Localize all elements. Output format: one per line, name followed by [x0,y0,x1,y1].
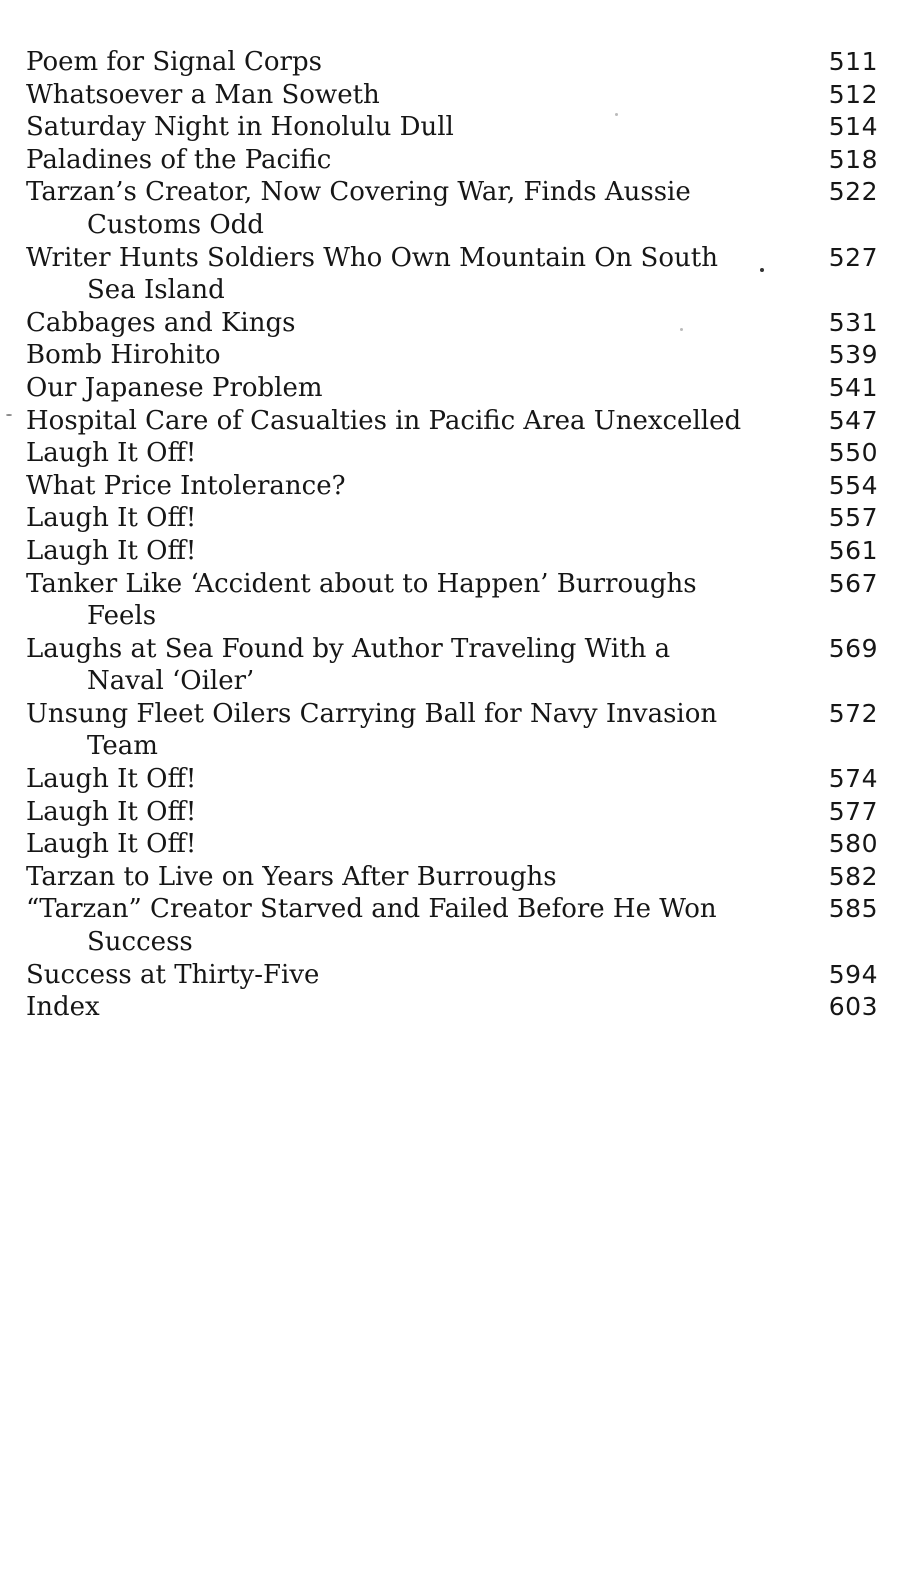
entry-title: Whatsoever a Man Soweth [26,79,380,110]
entry-title: Laugh It Off! [26,764,197,795]
entry-page-number: 594 [828,959,878,989]
entry-page-number: 557 [828,503,878,533]
toc-entry[interactable] [26,437,878,470]
entry-title: “Tarzan” Creator Starved and Failed Before He Won Success [26,893,786,958]
entry-title: Writer Hunts Soldiers Who Own Mountain On South Sea Island [26,242,786,307]
entry-title: Poem for Signal Corps [26,47,322,77]
entry-title: Laugh It Off! [26,829,197,860]
entry-page-number: 541 [828,372,878,402]
entry-page-number: 547 [828,405,878,435]
toc-entry[interactable] [26,339,878,372]
entry-page-number: 567 [828,568,878,598]
toc-entry[interactable] [26,828,878,861]
entry-page-number: 585 [828,894,878,924]
entry-page-number: 511 [828,47,878,76]
toc-entry[interactable] [26,46,878,79]
entry-page-number: 531 [828,307,878,337]
entry-title: Cabbages and Kings [26,307,296,338]
entry-page-number: 582 [828,861,878,891]
entry-page-number: 577 [828,796,878,826]
entry-title: Unsung Fleet Oilers Carrying Ball for Navy Invasion Team [26,698,786,763]
toc-entry[interactable] [26,176,878,241]
entry-page-number: 522 [828,177,878,207]
entry-title: Bomb Hirohito [26,340,221,371]
entry-page-number: 527 [828,242,878,272]
entry-title: Hospital Care of Casualties in Pacific Area Unexcelled [26,405,742,436]
entry-title-continuation: Success [87,927,193,958]
entry-title: Laugh It Off! [26,503,197,534]
toc-entry[interactable] [26,796,878,829]
table-of-contents [26,46,878,1024]
entry-title: What Price Intolerance? [26,470,346,501]
entry-title-continuation: Naval ‘Oiler’ [87,666,255,697]
entry-title: Laugh It Off! [26,796,197,827]
entry-title: Success at Thirty-Five [26,959,320,990]
entry-page-number: 569 [828,633,878,663]
toc-entry[interactable] [26,79,878,112]
toc-entry[interactable] [26,633,878,698]
toc-entry[interactable] [26,502,878,535]
toc-entry[interactable] [26,470,878,503]
entry-page-number: 572 [828,698,878,728]
toc-entry[interactable] [26,144,878,177]
toc-entry[interactable] [26,861,878,894]
entry-page-number: 518 [828,144,878,174]
toc-entry[interactable] [26,698,878,763]
entry-title: Tarzan’s Creator, Now Covering War, Finds Aussie Customs Odd [26,176,786,241]
entry-title-continuation: Sea Island [87,275,225,306]
paper-speck [6,414,12,416]
toc-entry[interactable] [26,111,878,144]
entry-title: Tarzan to Live on Years After Burroughs [26,861,557,892]
entry-title: Laugh It Off! [26,438,197,469]
toc-entry[interactable] [26,405,878,438]
toc-entry[interactable] [26,242,878,307]
toc-entry[interactable] [26,893,878,958]
entry-page-number: 603 [828,992,878,1022]
entry-page-number: 512 [828,79,878,109]
entry-title: Paladines of the Pacific [26,144,332,175]
toc-entry[interactable] [26,535,878,568]
entry-title: Laughs at Sea Found by Author Traveling With a Naval ‘Oiler’ [26,633,786,698]
entry-title: Saturday Night in Honolulu Dull [26,112,454,143]
toc-entry[interactable] [26,959,878,992]
entry-title: Tanker Like ‘Accident about to Happen’ Burroughs Feels [26,568,786,633]
toc-entry[interactable] [26,763,878,796]
entry-page-number: 561 [828,535,878,565]
toc-entry[interactable] [26,372,878,405]
toc-entry[interactable] [26,991,878,1024]
entry-title: Laugh It Off! [26,535,197,566]
entry-title: Our Japanese Problem [26,372,323,403]
entry-title-continuation: Team [87,731,158,762]
entry-page-number: 580 [828,829,878,859]
entry-page-number: 539 [828,340,878,370]
entry-page-number: 514 [828,112,878,142]
entry-page-number: 574 [828,764,878,794]
toc-entry[interactable] [26,568,878,633]
toc-entry[interactable] [26,307,878,340]
entry-title-continuation: Feels [87,601,157,632]
entry-page-number: 554 [828,470,878,500]
entry-title-continuation: Customs Odd [87,209,264,240]
entry-page-number: 550 [828,438,878,468]
entry-title: Index [26,992,100,1023]
